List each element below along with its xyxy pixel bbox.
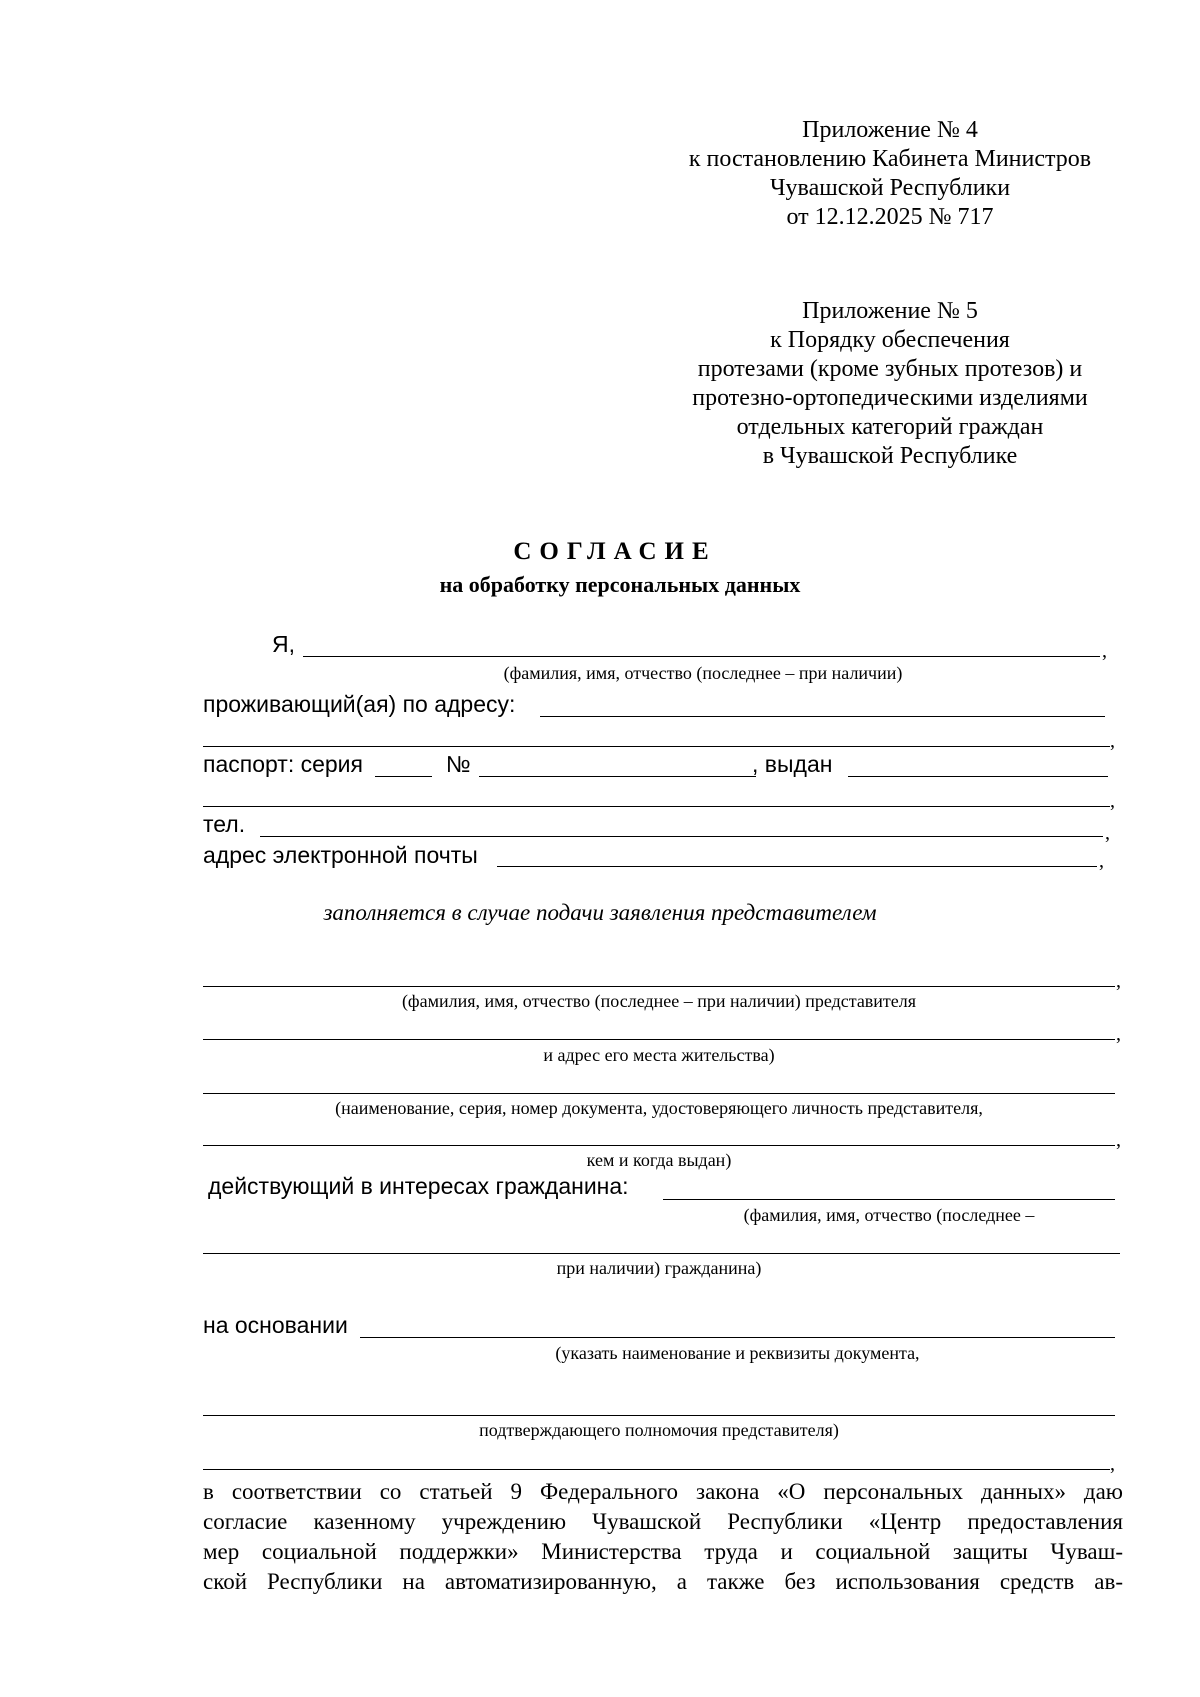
comma: , [1102,640,1107,662]
basis-document-field[interactable] [360,1337,1115,1338]
header-line: протезами (кроме зубных протезов) и [697,356,1083,382]
basis-document-field-continued[interactable] [203,1415,1115,1416]
address-label: проживающий(ая) по адресу: [203,691,516,717]
citizen-fio-caption-continued: при наличии) гражданина) [556,1258,762,1278]
passport-series-field[interactable] [375,776,432,777]
representative-fio-caption: (фамилия, имя, отчество (последнее – при наличии) представителя [401,991,917,1011]
citizen-fio-field[interactable] [663,1199,1115,1200]
passport-issued-label: , выдан [752,751,833,777]
representative-issued-field[interactable] [203,1145,1115,1146]
paragraph-line: мер социальной поддержки» Министерства труда и социальной защиты Чуваш- [203,1539,1123,1564]
email-label: адрес электронной почты [203,842,478,868]
document-subtitle: на обработку персональных данных [439,572,801,597]
paragraph-line: в соответствии со статьей 9 Федерального закона «О персональных данных» даю [203,1479,1123,1504]
comma: , [1110,790,1115,812]
comma: , [1116,970,1121,992]
paragraph-line: согласие казенному учреждению Чувашской Республики «Центр предоставления [203,1509,1123,1534]
basis-document-caption-continued: подтверждающего полномочия представителя) [479,1420,839,1440]
acting-label: действующий в интересах гражданина: [208,1173,629,1199]
consent-paragraph [203,1477,1123,1597]
email-field[interactable] [497,866,1097,867]
address-field-continued[interactable] [203,746,1110,747]
citizen-fio-field-continued[interactable] [203,1253,1120,1254]
address-field[interactable] [540,716,1105,717]
header-line: к Порядку обеспечения [770,327,1010,353]
passport-number-label: № [446,751,471,777]
header-line: Чувашской Республики [769,175,1011,201]
representative-address-caption: и адрес его места жительства) [543,1045,775,1065]
comma: , [1116,1129,1121,1151]
citizen-fio-caption: (фамилия, имя, отчество (последнее – [743,1205,1035,1225]
appendix-4-header [640,116,1140,232]
representative-fio-field[interactable] [203,986,1115,987]
passport-issued-field-continued[interactable] [203,806,1110,807]
appendix-5-header [640,297,1140,471]
representative-issued-caption: кем и когда выдан) [586,1150,732,1170]
passport-series-label: паспорт: серия [203,751,363,777]
basis-label: на основании [203,1312,348,1338]
i-label: Я, [272,631,295,657]
phone-label: тел. [203,811,246,837]
phone-field[interactable] [260,836,1103,837]
fio-field[interactable] [303,656,1100,657]
comma: , [1099,850,1104,872]
comma: , [1116,1023,1121,1045]
header-line: Приложение № 5 [802,298,978,324]
paragraph-line: ской Республики на автоматизированную, а также без использования средств ав- [203,1569,1123,1594]
comma: , [1105,822,1110,844]
header-line: от 12.12.2025 № 717 [786,204,994,230]
representative-document-field[interactable] [203,1093,1115,1094]
basis-document-caption: (указать наименование и реквизиты документа, [555,1343,920,1363]
comma: , [1110,1453,1115,1475]
representative-document-caption: (наименование, серия, номер документа, удостоверяющего личность представителя, [335,1098,983,1118]
header-line: протезно-ортопедическими изделиями [692,385,1088,411]
header-line: в Чувашской Республике [762,443,1018,469]
basis-document-field-extra[interactable] [203,1469,1110,1470]
comma: , [1110,730,1115,752]
passport-number-field[interactable] [479,776,756,777]
fio-caption: (фамилия, имя, отчество (последнее – при наличии) [503,663,903,683]
passport-issued-field[interactable] [848,776,1108,777]
header-line: отдельных категорий граждан [736,414,1044,440]
document-title: СОГЛАСИЕ [513,538,717,565]
header-line: Приложение № 4 [802,117,978,143]
header-line: к постановлению Кабинета Министров [688,146,1092,172]
representative-address-field[interactable] [203,1039,1115,1040]
representative-note: заполняется в случае подачи заявления представителем [323,900,877,925]
